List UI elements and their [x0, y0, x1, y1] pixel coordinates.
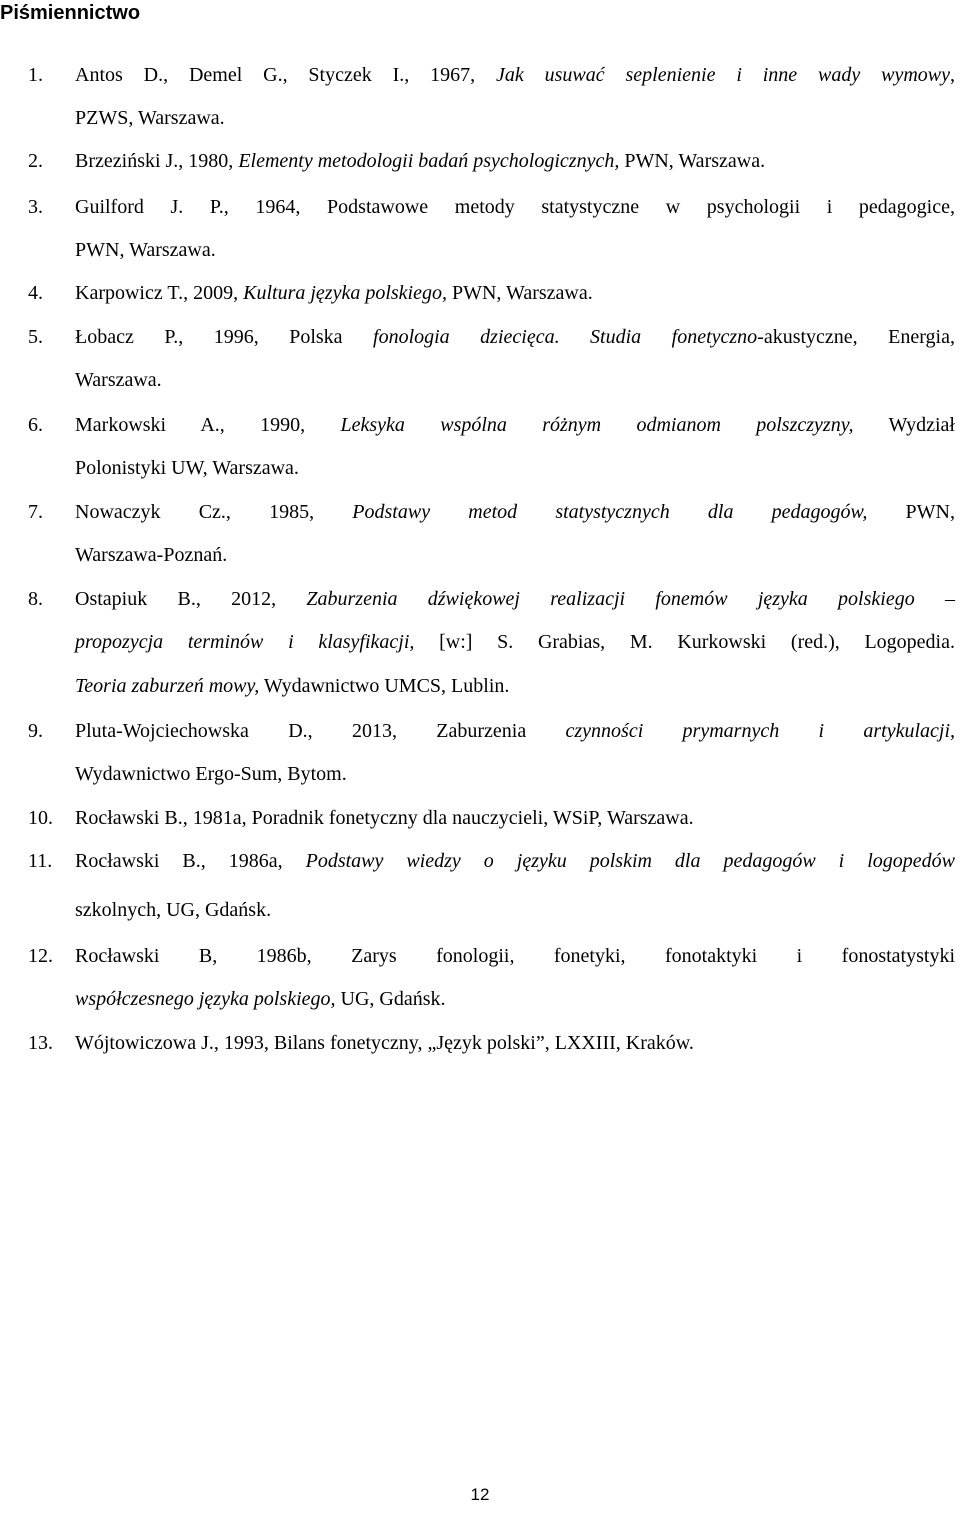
reference-line: [75, 60, 955, 90]
reference-text: PWN,: [867, 501, 956, 523]
reference-text: Brzeziński J., 1980,: [75, 150, 239, 172]
reference-text: Wydawnictwo UMCS, Lublin.: [259, 675, 510, 697]
reference-text: PWN, Warszawa.: [75, 239, 216, 261]
reference-title-text: Elementy metodologii badań psychologicznych,: [238, 150, 620, 172]
reference-number: 9.: [28, 720, 43, 742]
reference-text: Karpowicz T., 2009,: [75, 282, 244, 304]
reference-text: Łobacz P., 1996, Polska: [75, 326, 374, 348]
reference-title-text: Zaburzenia dźwiękowej realizacji fonemów języka polskiego –: [306, 588, 955, 610]
reference-text: Wójtowiczowa J., 1993, Bilans fonetyczny, „Język polski”, LXXIII, Kraków.: [75, 1032, 694, 1054]
reference-line: [75, 453, 955, 483]
reference-title-text: fonologia dziecięca. Studia fonetyczno: [373, 326, 758, 348]
reference-title-text: współczesnego języka polskiego,: [75, 988, 336, 1010]
reference-title-text: Leksyka wspólna różnym odmianom polszczyzny,: [340, 414, 854, 436]
reference-number: 5.: [28, 326, 43, 348]
reference-text: Pluta-Wojciechowska D., 2013, Zaburzenia: [75, 720, 566, 742]
reference-text: PWN, Warszawa.: [446, 282, 593, 304]
reference-title-text: Jak usuwać seplenienie i inne wady wymowy: [496, 64, 950, 86]
reference-number: 11.: [28, 850, 53, 872]
reference-line: [75, 627, 955, 657]
reference-line: [75, 322, 955, 352]
reference-number: 12.: [28, 945, 53, 967]
reference-text: Wydawnictwo Ergo-Sum, Bytom.: [75, 763, 347, 785]
reference-text: PZWS, Warszawa.: [75, 107, 225, 129]
reference-text: Polonistyki UW, Warszawa.: [75, 457, 299, 479]
reference-number: 6.: [28, 414, 43, 436]
reference-line: [75, 497, 955, 527]
reference-text: Warszawa-Poznań.: [75, 544, 228, 566]
reference-title-text: propozycja terminów i klasyfikacji,: [75, 631, 415, 653]
reference-text: UG, Gdańsk.: [335, 988, 446, 1010]
reference-number: 13.: [28, 1032, 53, 1054]
reference-title-text: czynności prymarnych i artykulacji,: [565, 720, 956, 742]
reference-line: [75, 671, 955, 701]
reference-number: 8.: [28, 588, 43, 610]
reference-title-text: Kultura języka polskiego,: [243, 282, 447, 304]
reference-line: [75, 103, 955, 133]
reference-text: Rocławski B., 1986a,: [75, 850, 306, 872]
reference-line: [75, 846, 955, 876]
reference-title-text: Podstawy wiedzy o języku polskim dla pedagogów i logopedów: [305, 850, 955, 872]
reference-line: [75, 235, 955, 265]
reference-title-text: Podstawy metod statystycznych dla pedagogów,: [352, 501, 868, 523]
reference-line: [75, 540, 955, 570]
reference-text: ,: [950, 64, 955, 86]
reference-line: [75, 278, 955, 308]
reference-text: Rocławski B, 1986b, Zarys fonologii, fonetyki, fonotaktyki i fonostatystyki: [75, 945, 955, 967]
reference-text: Rocławski B., 1981a, Poradnik fonetyczny dla nauczycieli, WSiP, Warszawa.: [75, 807, 694, 829]
reference-number: 1.: [28, 64, 43, 86]
reference-line: [75, 146, 955, 176]
reference-text: Antos D., Demel G., Styczek I., 1967,: [75, 64, 497, 86]
reference-text: szkolnych, UG, Gdańsk.: [75, 899, 272, 921]
reference-text: Warszawa.: [75, 369, 162, 391]
reference-line: [75, 803, 955, 833]
reference-text: [w:] S. Grabias, M. Kurkowski (red.), Logopedia.: [414, 631, 955, 653]
reference-text: PWN, Warszawa.: [619, 150, 766, 172]
reference-line: [75, 1028, 955, 1058]
reference-line: [75, 895, 955, 925]
reference-text: -akustyczne, Energia,: [757, 326, 955, 348]
reference-line: [75, 410, 955, 440]
reference-title-text: Teoria zaburzeń mowy,: [75, 675, 260, 697]
reference-text: Nowaczyk Cz., 1985,: [75, 501, 353, 523]
reference-text: Guilford J. P., 1964, Podstawowe metody statystyczne w psychologii i pedagogice,: [75, 196, 955, 218]
reference-text: Markowski A., 1990,: [75, 414, 341, 436]
reference-number: 2.: [28, 150, 43, 172]
reference-text: Ostapiuk B., 2012,: [75, 588, 307, 610]
reference-line: [75, 716, 955, 746]
reference-number: 4.: [28, 282, 43, 304]
reference-text: Wydział: [853, 414, 955, 436]
reference-line: [75, 365, 955, 395]
reference-number: 10.: [28, 807, 53, 829]
reference-number: 3.: [28, 196, 43, 218]
reference-line: [75, 192, 955, 222]
reference-line: [75, 984, 955, 1014]
page-number: 12: [470, 1485, 490, 1504]
reference-line: [75, 584, 955, 614]
reference-line: [75, 941, 955, 971]
reference-number: 7.: [28, 501, 43, 523]
reference-line: [75, 759, 955, 789]
section-heading: Piśmiennictwo: [0, 2, 141, 24]
